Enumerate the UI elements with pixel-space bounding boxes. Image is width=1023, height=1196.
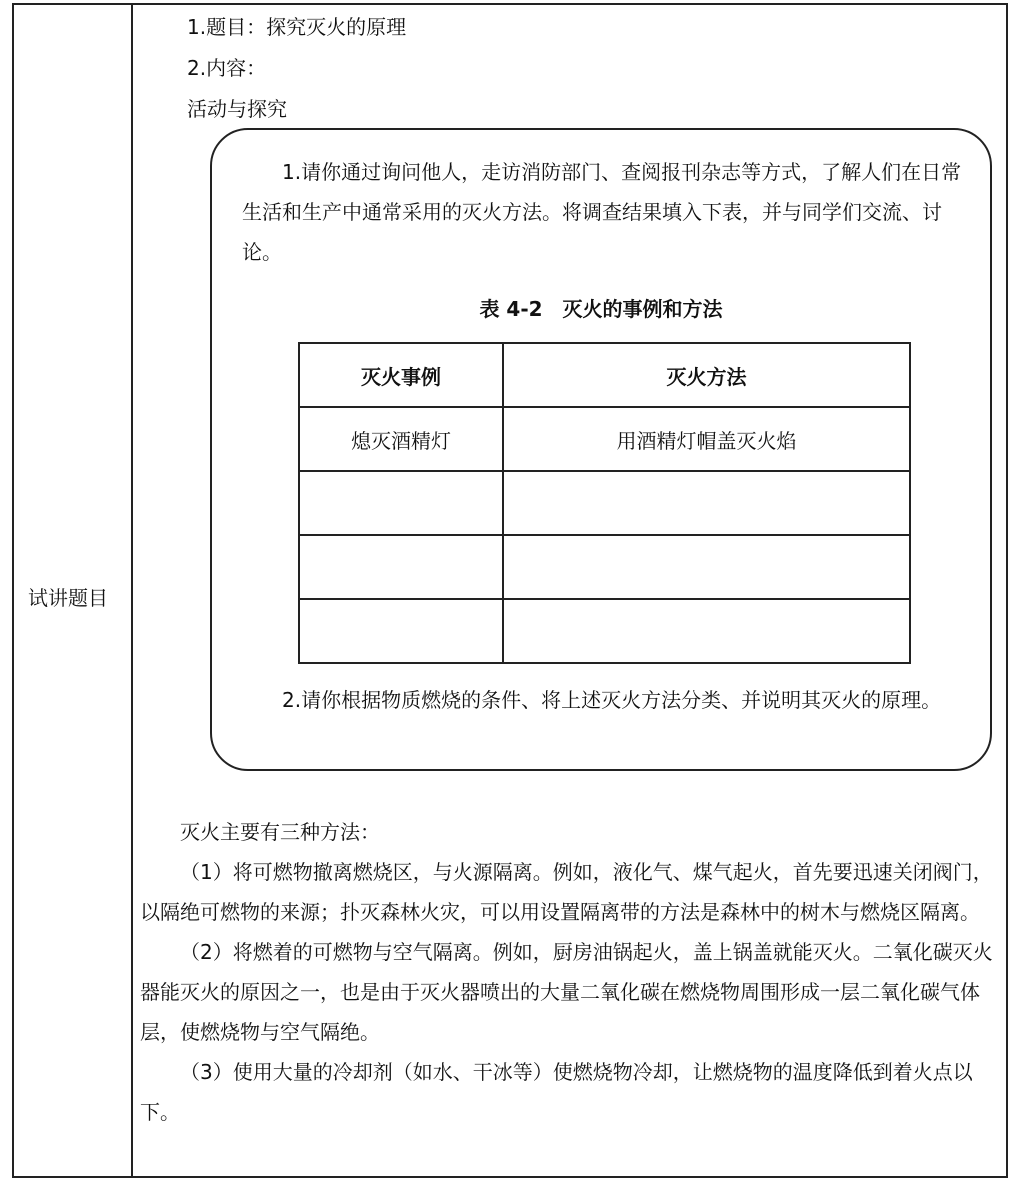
activity-box: [210, 128, 992, 771]
examples-table: [298, 342, 911, 664]
content-line: 2.内容：: [187, 56, 267, 80]
activity-instruction-1: 1.请你通过询问他人，走访消防部门、查阅报刊杂志等方式，了解人们在日常生活和生产中通常采用的灭火方法。将调查结果填入下表，并与同学们交流、讨论。: [242, 160, 962, 264]
table-title: 表 4-2 灭火的事例和方法: [479, 297, 723, 321]
header-example: 灭火事例: [299, 343, 503, 407]
table-row: [299, 407, 910, 471]
table-header-row: [299, 343, 910, 407]
cell-example: [299, 471, 503, 535]
cell-method: 用酒精灯帽盖灭火焰: [503, 407, 910, 471]
method-2: （2）将燃着的可燃物与空气隔离。例如，厨房油锅起火，盖上锅盖就能灭火。二氧化碳灭火器能灭火的原因之一，也是由于灭火器喷出的大量二氧化碳在燃烧物周围形成一层二氧化碳气体层，使燃烧物与空气隔绝。: [140, 940, 993, 1044]
methods-section: [140, 812, 1000, 1132]
activity-heading: 活动与探究: [187, 97, 287, 121]
topic-line: 1.题目：探究灭火的原理: [187, 15, 407, 39]
cell-method: [503, 535, 910, 599]
column-divider: [131, 5, 133, 1176]
cell-example: [299, 599, 503, 663]
table-row: [299, 535, 910, 599]
method-3: （3）使用大量的冷却剂（如水、干冰等）使燃烧物冷却，让燃烧物的温度降低到着火点以下。: [140, 1060, 973, 1124]
row-label: 试讲题目: [28, 586, 108, 610]
cell-method: [503, 599, 910, 663]
cell-method: [503, 471, 910, 535]
table-row: [299, 471, 910, 535]
methods-intro: 灭火主要有三种方法：: [180, 820, 380, 844]
cell-example: [299, 535, 503, 599]
activity-instruction-2: 2.请你根据物质燃烧的条件、将上述灭火方法分类、并说明其灭火的原理。: [282, 688, 942, 712]
method-1: （1）将可燃物撤离燃烧区，与火源隔离。例如，液化气、煤气起火，首先要迅速关闭阀门，以隔绝可燃物的来源；扑灭森林火灾，可以用设置隔离带的方法是森林中的树木与燃烧区隔离。: [140, 860, 993, 924]
cell-example: 熄灭酒精灯: [299, 407, 503, 471]
table-row: [299, 599, 910, 663]
header-method: 灭火方法: [503, 343, 910, 407]
